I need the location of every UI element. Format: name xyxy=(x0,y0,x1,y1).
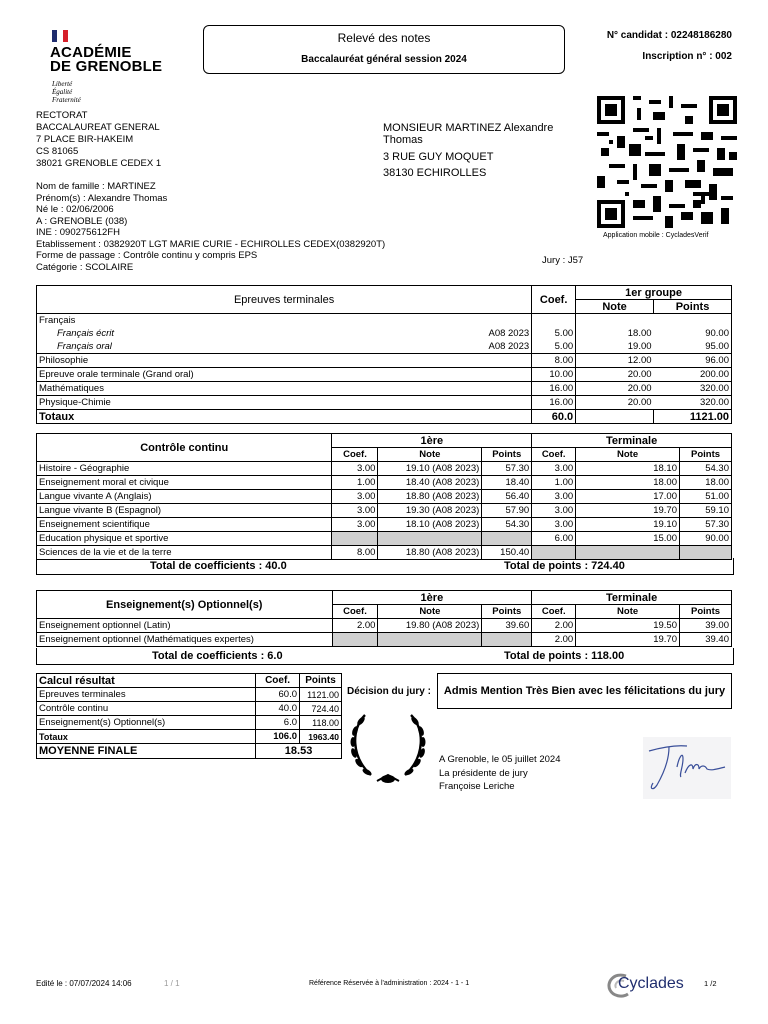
opt-total-frame xyxy=(36,648,734,665)
table-row: Langue vivante B (Espagnol) 3.00 19.30 (A08 2023) 57.90 3.00 19.70 59.10 xyxy=(37,504,732,518)
table-row: Enseignement optionnel (Mathématiques expertes) 2.00 19.70 39.40 xyxy=(37,633,732,647)
jury-decision-label: Décision du jury : xyxy=(347,686,431,697)
qr-caption: Application mobile : CycladesVerif xyxy=(603,232,709,239)
optional-courses-table: Enseignement(s) Optionnel(s) 1ère Terminale Coef. Note Points Coef. Note Points Enseignement optionnel (Latin) 2.00 19.80 (A08 2023) 39.60 2.00 19.50 39.00 Enseignement optionnel (Mathématiques expertes) 2.00 19.70 39.40 xyxy=(36,590,732,647)
cc-total-points: Total de points : 724.40 xyxy=(504,560,625,572)
academy-logo: ACADÉMIE DE GRENOBLE xyxy=(50,44,163,75)
table-row: Enseignement moral et civique 1.00 18.40 (A08 2023) 18.40 1.00 18.00 18.00 xyxy=(37,476,732,490)
table-row: Langue vivante A (Anglais) 3.00 18.80 (A08 2023) 56.40 3.00 17.00 51.00 xyxy=(37,490,732,504)
cyclades-logo xyxy=(606,970,696,1000)
page-number: 1 /2 xyxy=(704,979,717,988)
table-row: Histoire - Géographie 3.00 19.10 (A08 2023) 57.30 3.00 18.10 54.30 xyxy=(37,462,732,476)
republic-motto: Liberté Égalité Fraternité xyxy=(52,80,81,104)
jury-number: Jury : J57 xyxy=(542,255,584,266)
republic-flag-icon xyxy=(52,30,68,42)
document-title-box xyxy=(203,25,565,74)
candidate-number: N° candidat : 02248186280 xyxy=(606,30,732,41)
document-title: Relevé des notes xyxy=(337,31,431,45)
table-row: Education physique et sportive 6.00 15.00 90.00 xyxy=(37,532,732,546)
qr-code-icon xyxy=(597,96,737,228)
cc-total-coef: Total de coefficients : 40.0 xyxy=(150,560,287,572)
final-average-label: MOYENNE FINALE xyxy=(37,744,256,759)
inscription-number: Inscription n° : 002 xyxy=(642,51,732,62)
table-row: Epreuves terminales 60.0 1121.00 xyxy=(37,688,342,702)
table-row: Philosophie 8.00 12.00 96.00 xyxy=(37,354,732,368)
continuous-assessment-table: Contrôle continu 1ère Terminale Coef. Note Points Coef. Note Points Histoire - Géographie 3.00 19.10 (A08 2023) 57.30 3.00 18.10 54.30 Enseignement moral et civique 1.00 18.40 (A08 2023) 18.40 1.00 18.00 18.00 Langue vivante A (Anglais) 3.00 18.80 (A08 2023) 56.40 3.00 17.00 51.00 Langue vivante B (Espagnol) 3.00 19.30 (A08 2023) 57.90 3.00 19.70 59.10 Enseignement scientifique 3.00 18.10 (A08 2023) 54.30 3.00 19.10 57.30 Education physique et sportive 6.00 15.00 90.00 Sciences de la vie et de la terre 8.00 18.80 (A08 2023) 150.40 xyxy=(36,433,732,560)
edit-date: Edité le : 07/07/2024 14:06 xyxy=(36,979,132,988)
jury-decision-box: Admis Mention Très Bien avec les félicitations du jury xyxy=(437,673,732,709)
table-row: Enseignement optionnel (Latin) 2.00 19.80 (A08 2023) 39.60 2.00 19.50 39.00 xyxy=(37,619,732,633)
sender-address: RECTORAT BACCALAUREAT GENERAL 7 PLACE BIR-HAKEIM CS 81065 38021 GRENOBLE CEDEX 1 xyxy=(36,110,162,169)
table-row: Français xyxy=(37,314,732,328)
final-average-value: 18.53 xyxy=(256,744,342,759)
table-row: Epreuve orale terminale (Grand oral) 10.00 20.00 200.00 xyxy=(37,368,732,382)
cc-total-frame xyxy=(36,558,734,575)
page-indicator-small: 1 / 1 xyxy=(164,979,180,988)
laurel-seal-icon xyxy=(347,705,429,787)
result-calculation-table: Calcul résultat Coef. Points Epreuves terminales 60.0 1121.00 Contrôle continu 40.0 724.40 Enseignement(s) Optionnel(s) 6.0 118.00 Totaux 106.0 1963.40 MOYENNE FINALE 18.53 xyxy=(36,673,342,759)
terminal-exams-table: Epreuves terminales Coef. 1er groupe Note Points Français Français écrit A08 2023 5.00 18.00 90.00 Français oral A08 2023 5.00 19.00 95.00 Philosophie 8.00 12.00 96.00 Epreuve orale terminale (Grand oral) 10.00 20.00 200.00 Mathématiques 16.00 20.00 320.00 Physique-Chimie 16.00 20.00 320.00 Totaux 60.0 1121.00 xyxy=(36,285,732,424)
table-row: Enseignement(s) Optionnel(s) 6.0 118.00 xyxy=(37,716,342,730)
table-row: Enseignement scientifique 3.00 18.10 (A08 2023) 54.30 3.00 19.10 57.30 xyxy=(37,518,732,532)
table-row: Français oral A08 2023 5.00 19.00 95.00 xyxy=(37,340,732,354)
admin-reference: Référence Réservée à l'administration : 2024 - 1 - 1 xyxy=(309,980,470,987)
table-row: Physique-Chimie 16.00 20.00 320.00 xyxy=(37,396,732,410)
table-row: Mathématiques 16.00 20.00 320.00 xyxy=(37,382,732,396)
document-subtitle: Baccalauréat général session 2024 xyxy=(301,54,467,65)
opt-total-points: Total de points : 118.00 xyxy=(504,650,625,662)
table-row: Contrôle continu 40.0 724.40 xyxy=(37,702,342,716)
handwritten-signature-icon xyxy=(643,737,731,799)
recipient-address: MONSIEUR MARTINEZ Alexandre Thomas 3 RUE GUY MOQUET 38130 ECHIROLLES xyxy=(383,122,554,179)
candidate-identity: Nom de famille : MARTINEZ Prénom(s) : Alexandre Thomas Né le : 02/06/2006 A : GRENOBLE (038) INE : 090275612FH Etablissement : 0382920T LGT MARIE CURIE - ECHIROLLES CEDEX(0382920T) Forme de passage : Contrôle continu y compris EPS Catégorie : SCOLAIRE xyxy=(36,181,386,273)
signature-block: A Grenoble, le 05 juillet 2024 La présidente de jury Françoise Leriche xyxy=(439,754,561,792)
cyclades-wordmark: Cyclades xyxy=(618,975,684,992)
table-row: Français écrit A08 2023 5.00 18.00 90.00 xyxy=(37,327,732,340)
table-row: Sciences de la vie et de la terre 8.00 18.80 (A08 2023) 150.40 xyxy=(37,546,732,560)
terminal-exams-header: Epreuves terminales xyxy=(37,286,532,314)
opt-total-coef: Total de coefficients : 6.0 xyxy=(152,650,283,662)
